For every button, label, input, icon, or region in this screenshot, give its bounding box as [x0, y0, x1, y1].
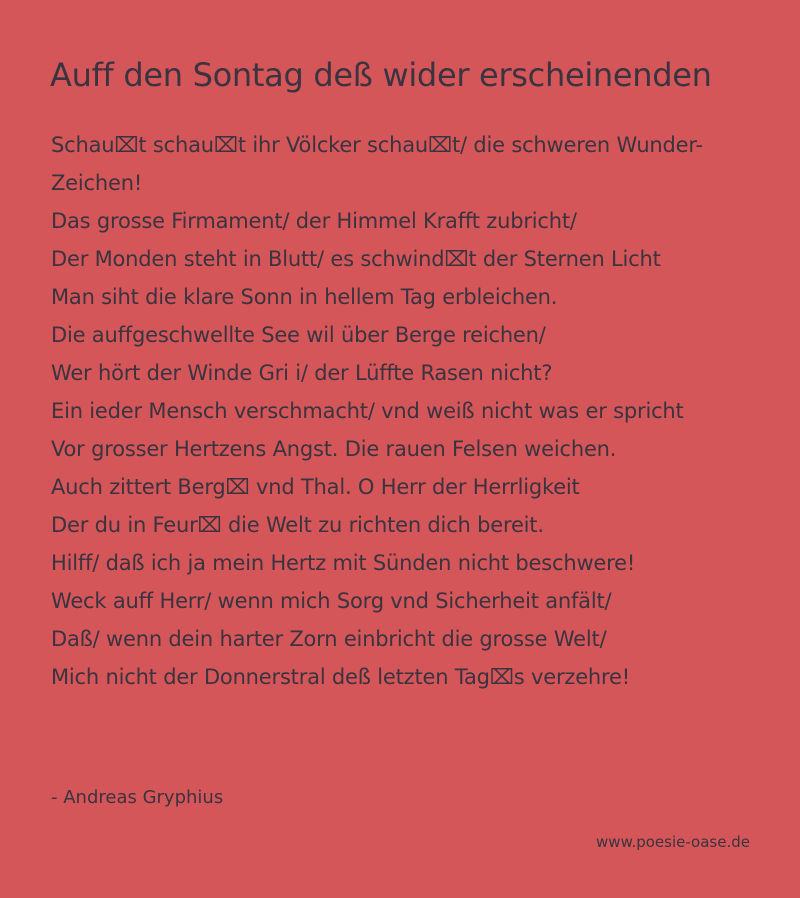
poem-line: Wer hört der Winde Gri i/ der Lüffte Rasen nicht?: [51, 361, 553, 385]
poem-line: Auch zittert Berg⌧ vnd Thal. O Herr der Herrligkeit: [51, 475, 580, 499]
poem-line: Weck auff Herr/ wenn mich Sorg vnd Sicherheit anfält/: [51, 589, 612, 613]
poem-line: Die auffgeschwellte See wil über Berge reichen/: [51, 323, 546, 347]
poem-line: Daß/ wenn dein harter Zorn einbricht die grosse Welt/: [51, 627, 607, 651]
poem-line: Ein ieder Mensch verschmacht/ vnd weiß nicht was er spricht: [51, 399, 684, 423]
poem-line: Man siht die klare Sonn in hellem Tag erbleichen.: [51, 285, 558, 309]
poem-author: - Andreas Gryphius: [51, 787, 224, 808]
poem-line: Vor grosser Hertzens Angst. Die rauen Felsen weichen.: [51, 437, 617, 461]
poem-line: Hilff/ daß ich ja mein Hertz mit Sünden nicht beschwere!: [51, 551, 636, 575]
website-url: www.poesie-oase.de: [596, 833, 750, 851]
poem-title: Auff den Sontag deß wider erscheinenden: [50, 56, 712, 94]
poem-line: Der Monden steht in Blutt/ es schwind⌧t der Sternen Licht: [51, 247, 661, 271]
poem-line: Der du in Feur⌧ die Welt zu richten dich bereit.: [51, 513, 544, 537]
poem-body: [51, 126, 766, 696]
poem-line: Das grosse Firmament/ der Himmel Krafft zubricht/: [51, 209, 577, 233]
poem-line: Schau⌧t schau⌧t ihr Völcker schau⌧t/ die schweren Wunder-Zeichen!: [51, 133, 703, 195]
poem-line: Mich nicht der Donnerstral deß letzten Tag⌧s verzehre!: [51, 665, 630, 689]
